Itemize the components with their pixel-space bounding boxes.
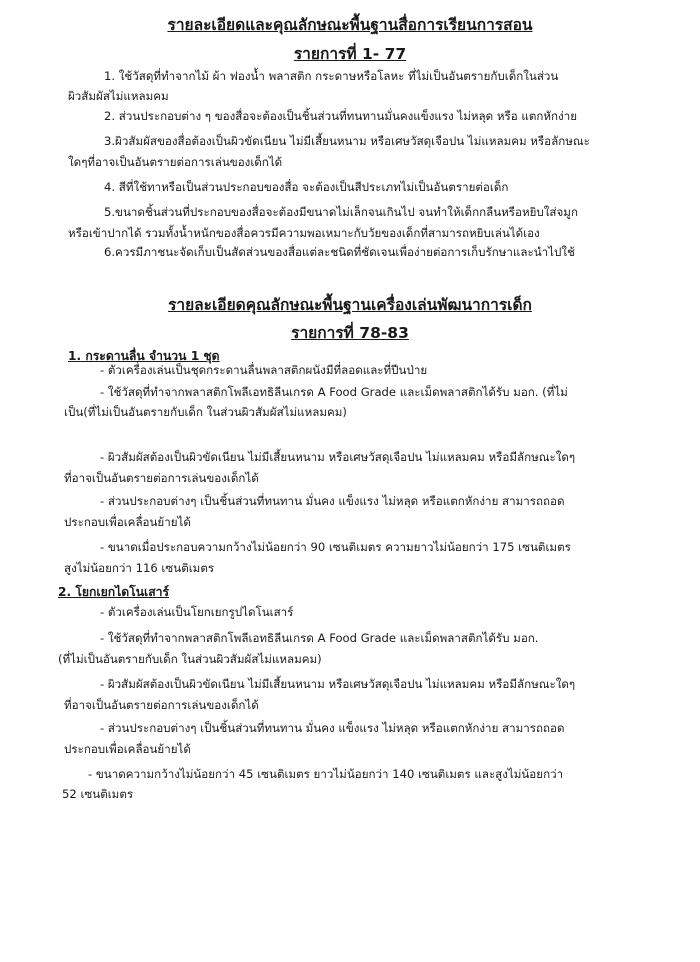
section1-title: รายละเอียดและคุณลักษณะพื้นฐานสื่อการเรียนการสอน: [167, 16, 533, 34]
item2-line: 52 เซนติเมตร: [62, 787, 134, 801]
section1-line: หรือเข้าปากได้ รวมทั้งน้ำหนักของสื่อควรมีความพอเหมาะกับวัยของเด็กที่สามารถหยิบเล่นได้เอง: [68, 226, 540, 240]
item2-line: ประกอบเพื่อเคลื่อนย้ายได้: [64, 742, 191, 756]
item1-line: เป็น(ที่ไม่เป็นอันตรายกับเด็ก ในส่วนผิวสัมผัสไม่แหลมคม): [64, 405, 347, 419]
section1-line: 4. สีที่ใช้ทาหรือเป็นส่วนประกอบของสื่อ จะต้องเป็นสีประเภทไม่เป็นอันตรายต่อเด็ก: [104, 180, 509, 194]
item1-line: - ตัวเครื่องเล่นเป็นชุดกระดานลื่นพลาสติกผนังมีที่ลอดและที่ปีนป่าย: [100, 363, 428, 377]
section1-line: ผิวสัมผัสไม่แหลมคม: [68, 89, 169, 103]
item2-line: - ขนาดความกว้างไม่น้อยกว่า 45 เซนติเมตร ยาวไม่น้อยกว่า 140 เซนติเมตร และสูงไม่น้อยกว่า: [88, 767, 564, 781]
item2-line: - ใช้วัสดุที่ทำจากพลาสติกโพลีเอทธิลีนเกรด A Food Grade และเม็ดพลาสติกได้รับ มอก.: [100, 631, 539, 645]
item2-line: - ตัวเครื่องเล่นเป็นโยกเยกรูปไดโนเสาร์: [100, 605, 294, 619]
item2-heading: 2. โยกเยกไดโนเสาร์: [58, 585, 170, 599]
item2-line: - ส่วนประกอบต่างๆ เป็นชิ้นส่วนที่ทนทาน มั่นคง แข็งแรง ไม่หลุด หรือแตกหักง่าย สามารถถอด: [100, 721, 565, 735]
section1-line: 2. ส่วนประกอบต่าง ๆ ของสื่อจะต้องเป็นชิ้นส่วนที่ทนทานมั่นคงแข็งแรง ไม่หลุด หรือ แตกหักง่าย: [104, 109, 578, 123]
section1-line: 6.ควรมีภาชนะจัดเก็บเป็นสัดส่วนของสื่อแต่ละชนิดที่ชัดเจนเพื่อง่ายต่อการเก็บรักษาและนำไปใช้: [104, 245, 575, 259]
item1-line: ที่อาจเป็นอันตรายต่อการเล่นของเด็กได้: [64, 471, 259, 485]
section1-line: 1. ใช้วัสดุที่ทำจากไม้ ผ้า ฟองน้ำ พลาสติก กระดาษหรือโลหะ ที่ไม่เป็นอันตรายกับเด็กในส่วน: [104, 69, 559, 83]
section1-line: ใดๆที่อาจเป็นอันตรายต่อการเล่นของเด็กได้: [68, 155, 283, 169]
section2-title: รายละเอียดคุณลักษณะพื้นฐานเครื่องเล่นพัฒนาการเด็ก: [168, 296, 532, 314]
item1-line: - ส่วนประกอบต่างๆ เป็นชิ้นส่วนที่ทนทาน มั่นคง แข็งแรง ไม่หลุด หรือแตกหักง่าย สามารถถอด: [100, 494, 565, 508]
item2-line: - ผิวสัมผัสต้องเป็นผิวขัดเนียน ไม่มีเสี้ยนหนาม หรือเศษวัสดุเจือปน ไม่แหลมคม หรือมีลักษณะใดๆ: [100, 677, 576, 691]
item2-line: (ที่ไม่เป็นอันตรายกับเด็ก ในส่วนผิวสัมผัสไม่แหลมคม): [58, 652, 322, 666]
item1-line: - ใช้วัสดุที่ทำจากพลาสติกโพลีเอทธิลีนเกรด A Food Grade และเม็ดพลาสติกได้รับ มอก. (ที่ไม่: [100, 385, 568, 399]
section1-subtitle: รายการที่ 1- 77: [293, 45, 407, 63]
item1-line: - ขนาดเมื่อประกอบความกว้างไม่น้อยกว่า 90 เซนติเมตร ความยาวไม่น้อยกว่า 175 เซนติเมตร: [100, 540, 571, 554]
item1-line: - ผิวสัมผัสต้องเป็นผิวขัดเนียน ไม่มีเสี้ยนหนาม หรือเศษวัสดุเจือปน ไม่แหลมคม หรือมีลักษณะใดๆ: [100, 450, 576, 464]
section2-subtitle: รายการที่ 78-83: [291, 324, 409, 342]
section1-line: 5.ขนาดชิ้นส่วนที่ประกอบของสื่อจะต้องมีขนาดไม่เล็กจนเกินไป จนทำให้เด็กกลืนหรือหยิบใส่จมูก: [104, 205, 578, 219]
section1-line: 3.ผิวสัมผัสของสื่อต้องเป็นผิวขัดเนียน ไม่มีเสี้ยนหนาม หรือเศษวัสดุเจือปน ไม่แหลมคม หรือลักษณะ: [104, 134, 590, 148]
item1-line: ประกอบเพื่อเคลื่อนย้ายได้: [64, 515, 191, 529]
item2-line: ที่อาจเป็นอันตรายต่อการเล่นของเด็กได้: [64, 698, 259, 712]
item1-heading: 1. กระดานลื่น จำนวน 1 ชุด: [68, 349, 220, 363]
item1-line: สูงไม่น้อยกว่า 116 เซนติเมตร: [64, 561, 215, 575]
